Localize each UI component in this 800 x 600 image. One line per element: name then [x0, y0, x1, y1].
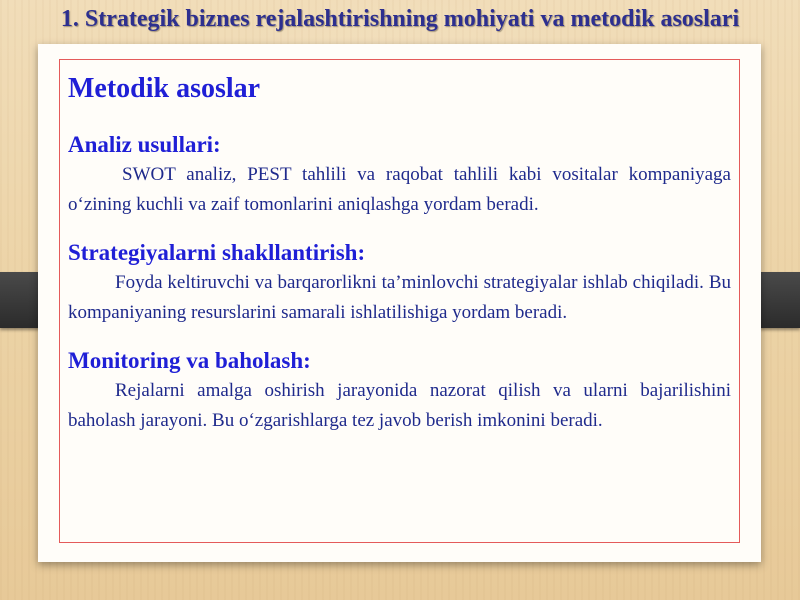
- section-monitoring-evaluation: [68, 346, 731, 435]
- slide-title: 1. Strategik biznes rejalashtirishning mohiyati va metodik asoslari: [60, 6, 740, 32]
- card-content: [68, 70, 731, 454]
- section-text: SWOT analiz, PEST tahlili va raqobat tahlili kabi vositalar kompaniyaga o‘zining kuchli va zaif tomonlarini aniqlashga yordam beradi.: [68, 164, 731, 215]
- right-binder-clip: [760, 272, 800, 328]
- section-title: Strategiyalarni shakllantirish:: [68, 240, 366, 265]
- section-text: Rejalarni amalga oshirish jarayonida nazorat qilish va ularni bajarilishini baholash jarayoni. Bu o‘zgarishlarga tez javob berish imkonini beradi.: [68, 380, 731, 431]
- section-text: Foyda keltiruvchi va barqarorlikni ta’minlovchi strategiyalar ishlab chiqiladi. Bu kompaniyaning resurslarini samarali ishlatilishiga yordam beradi.: [68, 272, 731, 323]
- section-title: Analiz usullari:: [68, 132, 221, 157]
- left-binder-clip: [0, 272, 40, 328]
- card-heading: Metodik asoslar: [68, 73, 261, 104]
- section-title: Monitoring va baholash:: [68, 348, 311, 373]
- section-analysis-methods: [68, 130, 731, 219]
- section-strategy-formation: [68, 238, 731, 327]
